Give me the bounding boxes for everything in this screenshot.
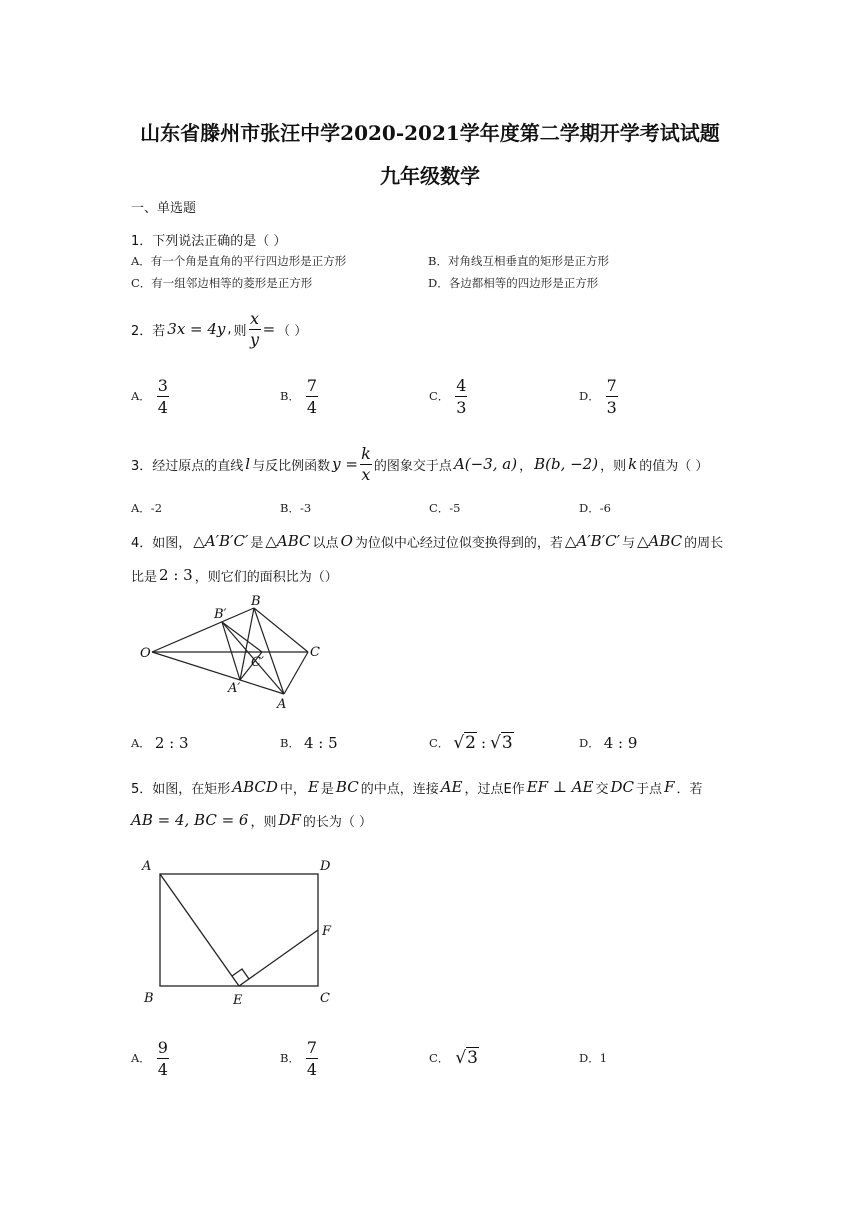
q5-option-fraction	[306, 1038, 318, 1079]
fraction-bar	[157, 396, 169, 397]
q3-option-b: B．-3	[280, 501, 312, 515]
label-e: E	[233, 993, 243, 1008]
q4-text: 与	[621, 535, 635, 551]
q3-stem	[131, 442, 708, 486]
q4-point-o: O	[340, 532, 353, 550]
q2-fraction-den: y	[250, 329, 260, 349]
q4-option-label: C．	[429, 736, 450, 750]
label-d: D	[320, 859, 331, 874]
q4-text: 以点	[312, 535, 339, 551]
q2-option-b	[280, 374, 318, 418]
q5-text: 交	[595, 781, 609, 797]
q2-option-a	[131, 374, 169, 418]
q5-text: 于点	[636, 781, 663, 797]
q1-stem: 1．下列说法正确的是（ ）	[131, 234, 287, 249]
fraction-bar	[157, 1058, 169, 1059]
q5-given: AB = 4, BC = 6	[131, 811, 249, 829]
q3-fraction-num: k	[361, 443, 371, 463]
q4-radicand: 3	[501, 733, 513, 753]
rectangle-abcd	[160, 874, 318, 986]
fraction-bar	[455, 396, 467, 397]
q4-option-value: 4 : 9	[603, 734, 638, 752]
q4-text: 的周长	[684, 535, 724, 551]
q2-option-den: 4	[306, 397, 318, 417]
q5-text: 的长为（ ）	[302, 814, 373, 830]
q4-text: 4．如图，	[131, 535, 192, 551]
q4-ratio: 2 : 3	[159, 566, 193, 584]
q5-figure	[136, 850, 346, 1010]
q5-point-f: F	[664, 778, 675, 796]
q5-stem-line1	[131, 776, 703, 798]
q4-option-value: 2 : 3	[154, 734, 189, 752]
label-b1: B′	[214, 607, 227, 622]
q4-option-b	[280, 731, 338, 755]
right-angle-mark-icon	[232, 969, 249, 979]
section-heading: 一、单选题	[131, 201, 197, 216]
label-a: A	[142, 859, 152, 874]
label-f: F	[322, 924, 332, 939]
q2-option-fraction	[306, 376, 318, 417]
q2-then: 则	[233, 323, 247, 339]
q5-text: 的中点，连接	[360, 781, 439, 797]
q3-option-a: A．-2	[131, 501, 163, 515]
q4-option-label: B．	[280, 736, 300, 750]
q5-stem-line2	[131, 809, 372, 831]
q2-option-label: A．	[131, 389, 151, 403]
q2-equation: 3x = 4y	[167, 320, 226, 338]
q5-option-label: B．	[280, 1051, 300, 1065]
q3-text: 的图象交于点	[373, 458, 452, 474]
q4-option-d	[579, 731, 637, 755]
q5-segment: AE	[440, 778, 463, 796]
segment-ob	[152, 608, 254, 652]
q5-radicand: 3	[467, 1048, 478, 1068]
q2-option-den: 4	[157, 397, 168, 417]
document-title: 山东省滕州市张汪中学2020-2021学年度第二学期开学考试试题	[140, 121, 720, 145]
q2-comma: ,	[227, 321, 232, 337]
q3-k: k	[628, 455, 638, 473]
fraction-bar	[306, 396, 318, 397]
q1-option-c: C．有一组邻边相等的菱形是正方形	[131, 276, 313, 290]
q4-option-label: A．	[131, 736, 151, 750]
q3-text: ，则	[600, 458, 627, 474]
q2-equals: =	[262, 320, 276, 338]
q3-fraction	[360, 445, 372, 484]
label-o: O	[140, 646, 151, 661]
q5-text: ，过点E作	[464, 781, 525, 797]
q4-radicand: 2	[465, 733, 476, 753]
q5-text: 5．如图，在矩形	[131, 781, 231, 797]
label-c: C	[310, 645, 320, 660]
segment-b1a1	[222, 622, 240, 680]
q3-fraction-den: x	[361, 464, 371, 484]
q4-triangle: △A′B′C′	[564, 532, 620, 550]
q5-option-den: 4	[157, 1059, 168, 1079]
q5-segment: DF	[278, 811, 301, 829]
q2-paren: （ ）	[277, 323, 308, 339]
q2-fraction	[249, 310, 261, 349]
segment-b1c1	[222, 622, 262, 652]
q2-option-d	[579, 374, 618, 418]
q2-number: 2．若	[131, 323, 166, 339]
q4-stem-line2	[131, 564, 338, 586]
q5-option-num: 9	[157, 1037, 168, 1057]
label-a: A	[277, 697, 287, 712]
sqrt-sign-icon: √3	[490, 733, 513, 753]
q5-point-e: E	[307, 778, 319, 796]
q5-option-d: D．1	[579, 1051, 608, 1065]
q5-option-b	[280, 1036, 318, 1080]
q5-segment: BC	[335, 778, 359, 796]
fraction-bar	[306, 1058, 318, 1059]
q3-y-equals: y =	[332, 455, 358, 473]
label-a1: A′	[228, 681, 241, 696]
q3-point-a: A(−3, a)	[453, 455, 518, 473]
q5-text: ．若	[676, 781, 703, 797]
label-b: B	[251, 594, 261, 609]
q2-option-den: 3	[606, 397, 617, 417]
q5-text: ，则	[250, 814, 277, 830]
q3-text: 的值为（ ）	[639, 458, 709, 474]
q3-line-l: l	[245, 455, 251, 473]
q4-text: ，则它们的面积比为（）	[194, 569, 338, 585]
q2-stem	[131, 307, 307, 351]
q2-option-fraction	[157, 376, 169, 417]
segment-ef	[239, 930, 318, 986]
q4-triangle: △ABC	[637, 532, 683, 550]
q3-text: 3．经过原点的直线	[131, 458, 244, 474]
q5-text: 中，	[279, 781, 306, 797]
q5-option-label: C．	[429, 1051, 450, 1065]
q2-fraction-num: x	[250, 308, 260, 328]
q4-triangle: △A′B′C′	[193, 532, 249, 550]
q2-option-label: C．	[429, 389, 450, 403]
q5-option-label: A．	[131, 1051, 151, 1065]
q4-option-label: D．	[579, 736, 600, 750]
label-c1: C′	[251, 655, 264, 670]
q4-text: 比是	[131, 569, 158, 585]
q4-option-a	[131, 731, 189, 755]
q3-option-c: C．-5	[429, 501, 461, 515]
q5-option-a	[131, 1036, 169, 1080]
q4-text: 为位似中心经过位似变换得到的，若	[354, 535, 563, 551]
q4-option-c	[429, 731, 514, 755]
segment-ae	[160, 874, 239, 986]
q5-option-num: 7	[306, 1037, 318, 1057]
q4-stem-line1	[131, 530, 723, 552]
q4-figure	[136, 590, 336, 715]
q2-option-fraction	[606, 376, 618, 417]
q2-option-den: 3	[456, 397, 467, 417]
q2-option-num: 7	[306, 375, 318, 395]
q1-option-b: B．对角线互相垂直的矩形是正方形	[428, 254, 609, 268]
q4-text: 是	[250, 535, 264, 551]
q5-text: 是	[320, 781, 334, 797]
q2-option-label: B．	[280, 389, 300, 403]
document-subtitle: 九年级数学	[380, 164, 480, 188]
segment-ca	[284, 652, 308, 694]
q2-option-c	[429, 374, 467, 418]
q2-option-num: 3	[157, 375, 168, 395]
q4-option-value: 4 : 5	[303, 734, 338, 752]
label-c: C	[320, 991, 330, 1006]
q4-colon: :	[480, 734, 487, 752]
q3-text: 与反比例函数	[252, 458, 331, 474]
q2-option-label: D．	[579, 389, 600, 403]
q5-option-den: 4	[306, 1059, 318, 1079]
q2-option-num: 7	[606, 375, 617, 395]
q5-perpendicular: EF ⊥ AE	[526, 778, 594, 796]
q5-option-c	[429, 1046, 479, 1070]
q1-option-a: A．有一个角是直角的平行四边形是正方形	[131, 254, 347, 268]
label-b: B	[144, 991, 154, 1006]
q5-option-fraction	[157, 1038, 169, 1079]
q1-option-d: D．各边都相等的四边形是正方形	[428, 276, 599, 290]
q2-option-num: 4	[456, 375, 467, 395]
segment-oa	[152, 652, 284, 694]
q4-triangle: △ABC	[265, 532, 311, 550]
q3-separator: ，	[519, 458, 533, 474]
q3-point-b: B(b, −2)	[534, 455, 599, 473]
q5-rect: ABCD	[232, 778, 278, 796]
q5-segment: DC	[610, 778, 635, 796]
q2-option-fraction	[455, 376, 467, 417]
sqrt-sign-icon: √3	[455, 1048, 478, 1068]
sqrt-sign-icon: √2	[453, 733, 476, 753]
q3-option-d: D．-6	[579, 501, 611, 515]
fraction-bar	[606, 396, 618, 397]
